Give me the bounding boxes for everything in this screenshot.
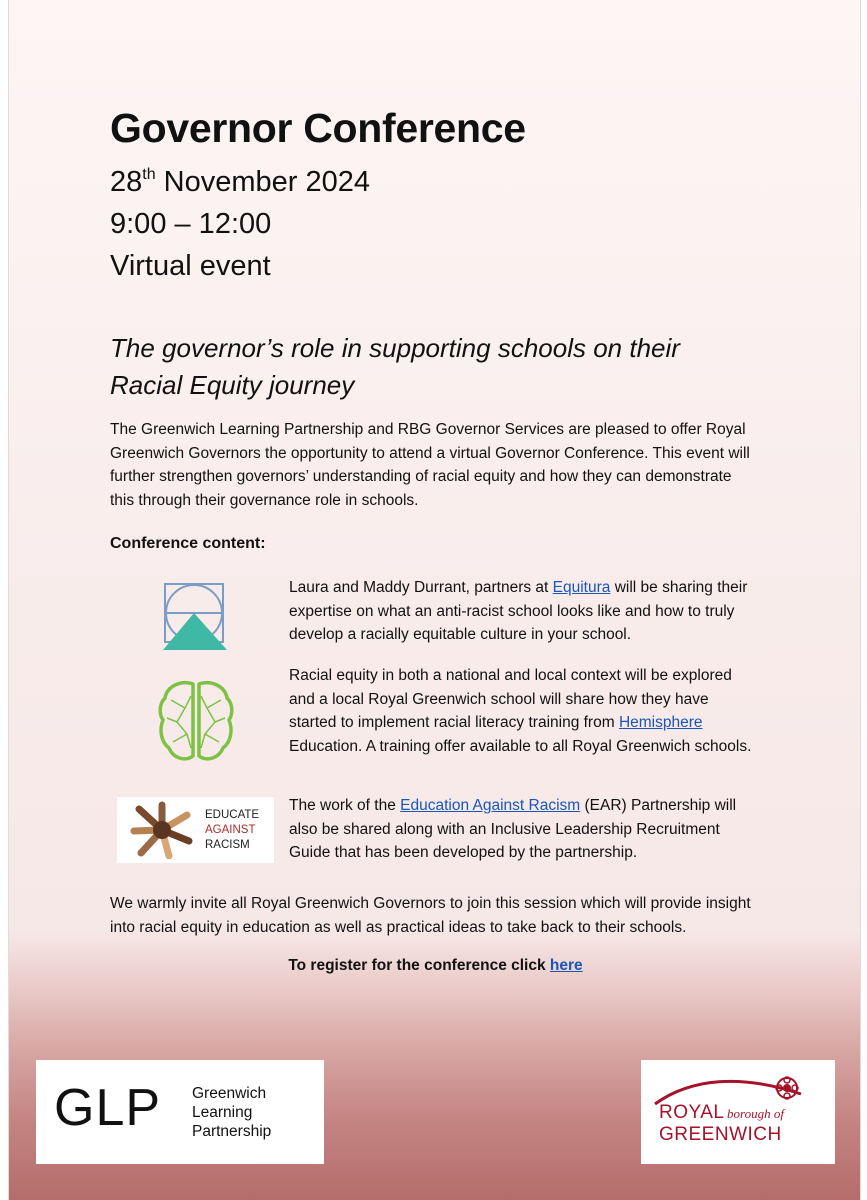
subtitle: The governor’s role in supporting schools on their Racial Equity journey [110,333,680,400]
closing-paragraph: We warmly invite all Royal Greenwich Governors to join this session which will provide insight into racial equity in education as well as practical ideas to take back to their schools. [110,895,751,936]
register-line: To register for the conference click here [288,957,583,974]
glp-logo-line1: Greenwich [192,1085,267,1102]
ear-logo-line2: AGAINST [205,824,256,836]
flyer-page [8,0,861,1200]
page-title: Governor Conference [110,105,526,151]
content-item-ear: The work of the Education Against Racism (EAR) Partnership will also be shared along with an Inclusive Leadership Recruitment Guide that has been developed by the partnership. [289,797,737,861]
content-item-equitura: Laura and Maddy Durrant, partners at Equitura will be sharing their expertise on what an anti-racist school looks like and how to truly develop a racially equitable culture in your school. [289,579,748,643]
register-here-link[interactable]: here [549,957,583,974]
rbg-logo-royal: ROYAL [659,1102,725,1123]
glp-logo-line2: Learning [192,1104,253,1121]
educate-against-racism-logo [117,797,274,863]
glp-logo-line3: Partnership [192,1123,272,1140]
rbg-logo-borough: borough of [727,1106,784,1121]
rbg-logo-greenwich: GREENWICH [659,1124,782,1145]
glp-logo-letters: GLP [54,1079,162,1137]
content-item-hemisphere: Racial equity in both a national and local context will be explored and a local Royal Greenwich school will share how they have started to implement racial literacy training from Hemisphere Education. A training offer available to all Royal Greenwich schools. [289,667,752,755]
education-against-racism-link[interactable]: Education Against Racism [400,797,581,814]
event-time: 9:00 – 12:00 [110,208,272,240]
ear-logo-line1: EDUCATE [205,809,260,821]
ear-logo-line3: RACISM [205,839,250,851]
brain-icon [157,678,235,764]
event-format: Virtual event [110,250,271,282]
royal-greenwich-logo [641,1060,835,1164]
glp-logo [36,1060,324,1164]
intro-paragraph: The Greenwich Learning Partnership and RBG Governor Services are pleased to offer Royal Greenwich Governors the opportunity to attend a virtual Governor Conference. This event will further strengthen governors’ understanding of racial equity and how they can demonstrate this through their governance role in schools. [110,421,750,509]
equitura-logo-icon [161,582,229,652]
event-date: 28th November 2024 [110,166,371,198]
hemisphere-link[interactable]: Hemisphere [618,714,703,731]
hands-circle-icon [129,801,195,859]
content-heading: Conference content: [110,535,266,552]
equitura-link[interactable]: Equitura [552,579,611,596]
